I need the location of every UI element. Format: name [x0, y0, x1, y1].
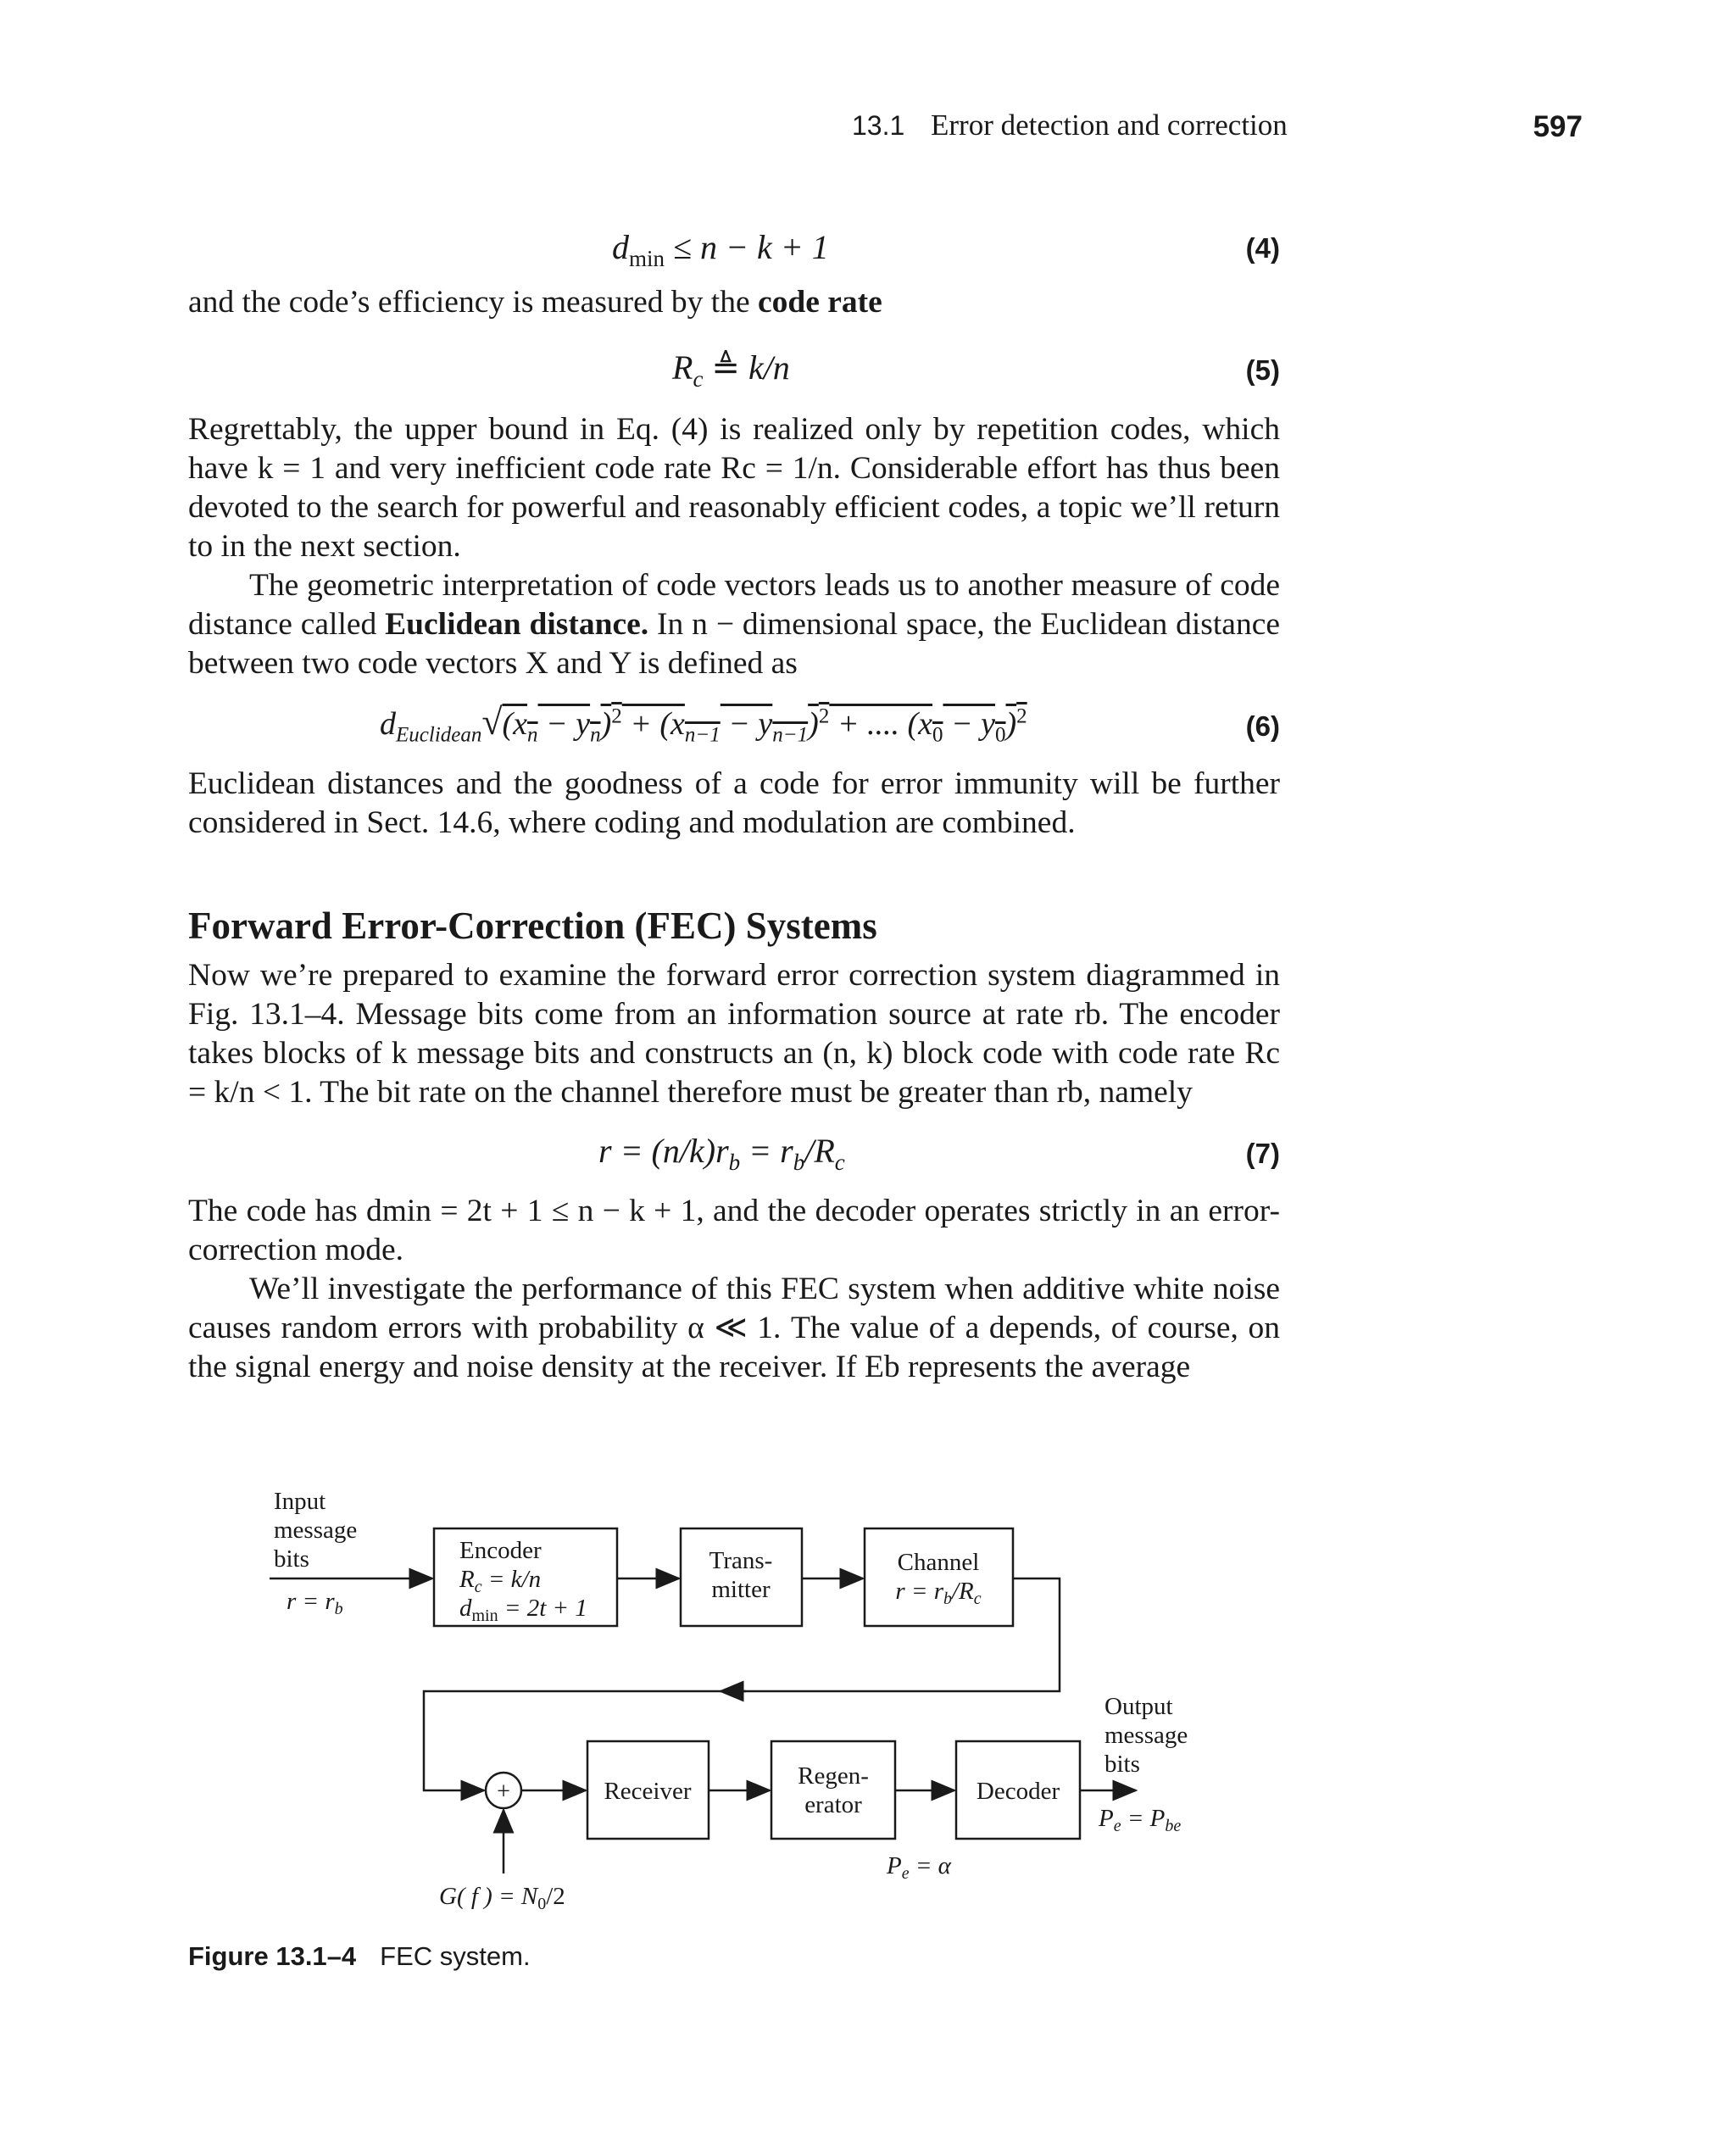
equation-6: $d_{Euclidean}√(x_n - y_n)^2 + (x_{n-1} - y_{n-1})^2$ + .... $(x_0 - y_0)^2$: [380, 701, 1027, 747]
transmitter-line2: mitter: [711, 1576, 771, 1603]
running-title: Error detection and correction: [931, 109, 1288, 142]
encoder-title: Encoder: [459, 1537, 542, 1564]
channel-title: Channel: [897, 1549, 980, 1576]
transmitter-line1: Trans-: [709, 1547, 773, 1574]
section-heading: Forward Error-Correction (FEC) Systems: [188, 905, 877, 947]
figure-label: Figure 13.1–4: [188, 1941, 357, 1971]
decoder-label: Decoder: [976, 1778, 1060, 1805]
regen-pe: $P_e = \alpha$: [887, 1852, 951, 1883]
paragraph-euclidean-goodness: Euclidean distances and the goodness of a code for error immunity will be further considered in Sect. 14.6, where coding and modulation are combined.: [188, 766, 1280, 840]
paragraph-fec-intro: Now we’re prepared to examine the forward error correction system diagrammed in Fig. 13.1–4. Message bits come from an information source at rate rb. The encoder takes blocks of k message bits and constructs an (n, k) block code with code rate Rc = k/n < 1. The bit rate on the channel therefore must be greater than rb, namely: [188, 958, 1280, 1110]
paragraph-text: In n − dimensional space, the Euclidean distance between two code vectors X and Y is defined as: [188, 607, 1280, 681]
figure-caption-text: FEC system.: [380, 1941, 531, 1971]
output-label-line2: message: [1104, 1722, 1188, 1749]
figure-caption: [188, 1941, 531, 1972]
paragraph-geometric: [188, 566, 1280, 683]
regenerator-line1: Regen-: [798, 1762, 869, 1790]
input-label-line2: message: [274, 1517, 358, 1544]
adder-plus: +: [497, 1779, 510, 1805]
term-euclidean-distance: Euclidean distance.: [385, 607, 649, 642]
channel-return-path: [729, 1578, 1060, 1691]
encoder-dmin: $d_{min} = 2t + 1$: [459, 1595, 587, 1625]
regenerator-box: [771, 1741, 895, 1839]
equation-number-4: (4): [1245, 232, 1280, 264]
encoder-rate: $R_c = k/n$: [459, 1566, 542, 1596]
paragraph-code-rate: [188, 283, 1280, 322]
input-label-line3: bits: [274, 1545, 309, 1573]
receiver-label: Receiver: [604, 1778, 692, 1805]
fec-block-diagram: [0, 1475, 1736, 1933]
equation-number-7: (7): [1245, 1138, 1280, 1169]
output-label-line3: bits: [1104, 1751, 1140, 1778]
noise-psd: G( f ) = $N_0/2$: [439, 1883, 565, 1913]
output-label-line1: Output: [1104, 1693, 1173, 1720]
section-number: 13.1: [852, 110, 905, 141]
term-code-rate: code rate: [757, 285, 882, 320]
equation-number-6: (6): [1245, 710, 1280, 742]
paragraph-repetition: Regrettably, the upper bound in Eq. (4) is realized only by repetition codes, which have k = 1 and very inefficient code rate Rc = 1/n. Considerable effort has thus been devoted to the search for powerful and reasonably efficient codes, a topic we’ll return to in the next section.: [188, 412, 1280, 564]
channel-rate: $r = r_b/R_c$: [895, 1578, 982, 1608]
paragraph-code-dmin: The code has dmin = 2t + 1 ≤ n − k + 1, and the decoder operates strictly in an error-correction mode.: [188, 1194, 1280, 1267]
paragraph-text: and the code’s efficiency is measured by the: [188, 285, 758, 320]
equation-4: $d_{min} \le n - k + 1$: [612, 228, 829, 271]
output-pe: $P_e = P_{be}$: [1099, 1805, 1182, 1835]
input-rate: $r = r_b$: [287, 1588, 343, 1618]
equation-7: $r = (n/k)r_b = r_b/R_c$: [598, 1132, 845, 1175]
paragraph-text: The geometric interpretation of code vectors leads us to another measure of code distance called: [188, 568, 1280, 642]
page-number: 597: [1533, 110, 1583, 143]
regenerator-line2: erator: [804, 1791, 862, 1818]
equation-number-5: (5): [1245, 354, 1280, 386]
equation-5: $R_c$ ≜ k/n: [672, 348, 790, 392]
paragraph-performance: We’ll investigate the performance of this FEC system when additive white noise causes random errors with probability α ≪ 1. The value of a depends, of course, on the signal energy and noise density at the receiver. If Eb represents the average: [188, 1272, 1280, 1384]
input-label-line1: Input: [274, 1488, 326, 1515]
